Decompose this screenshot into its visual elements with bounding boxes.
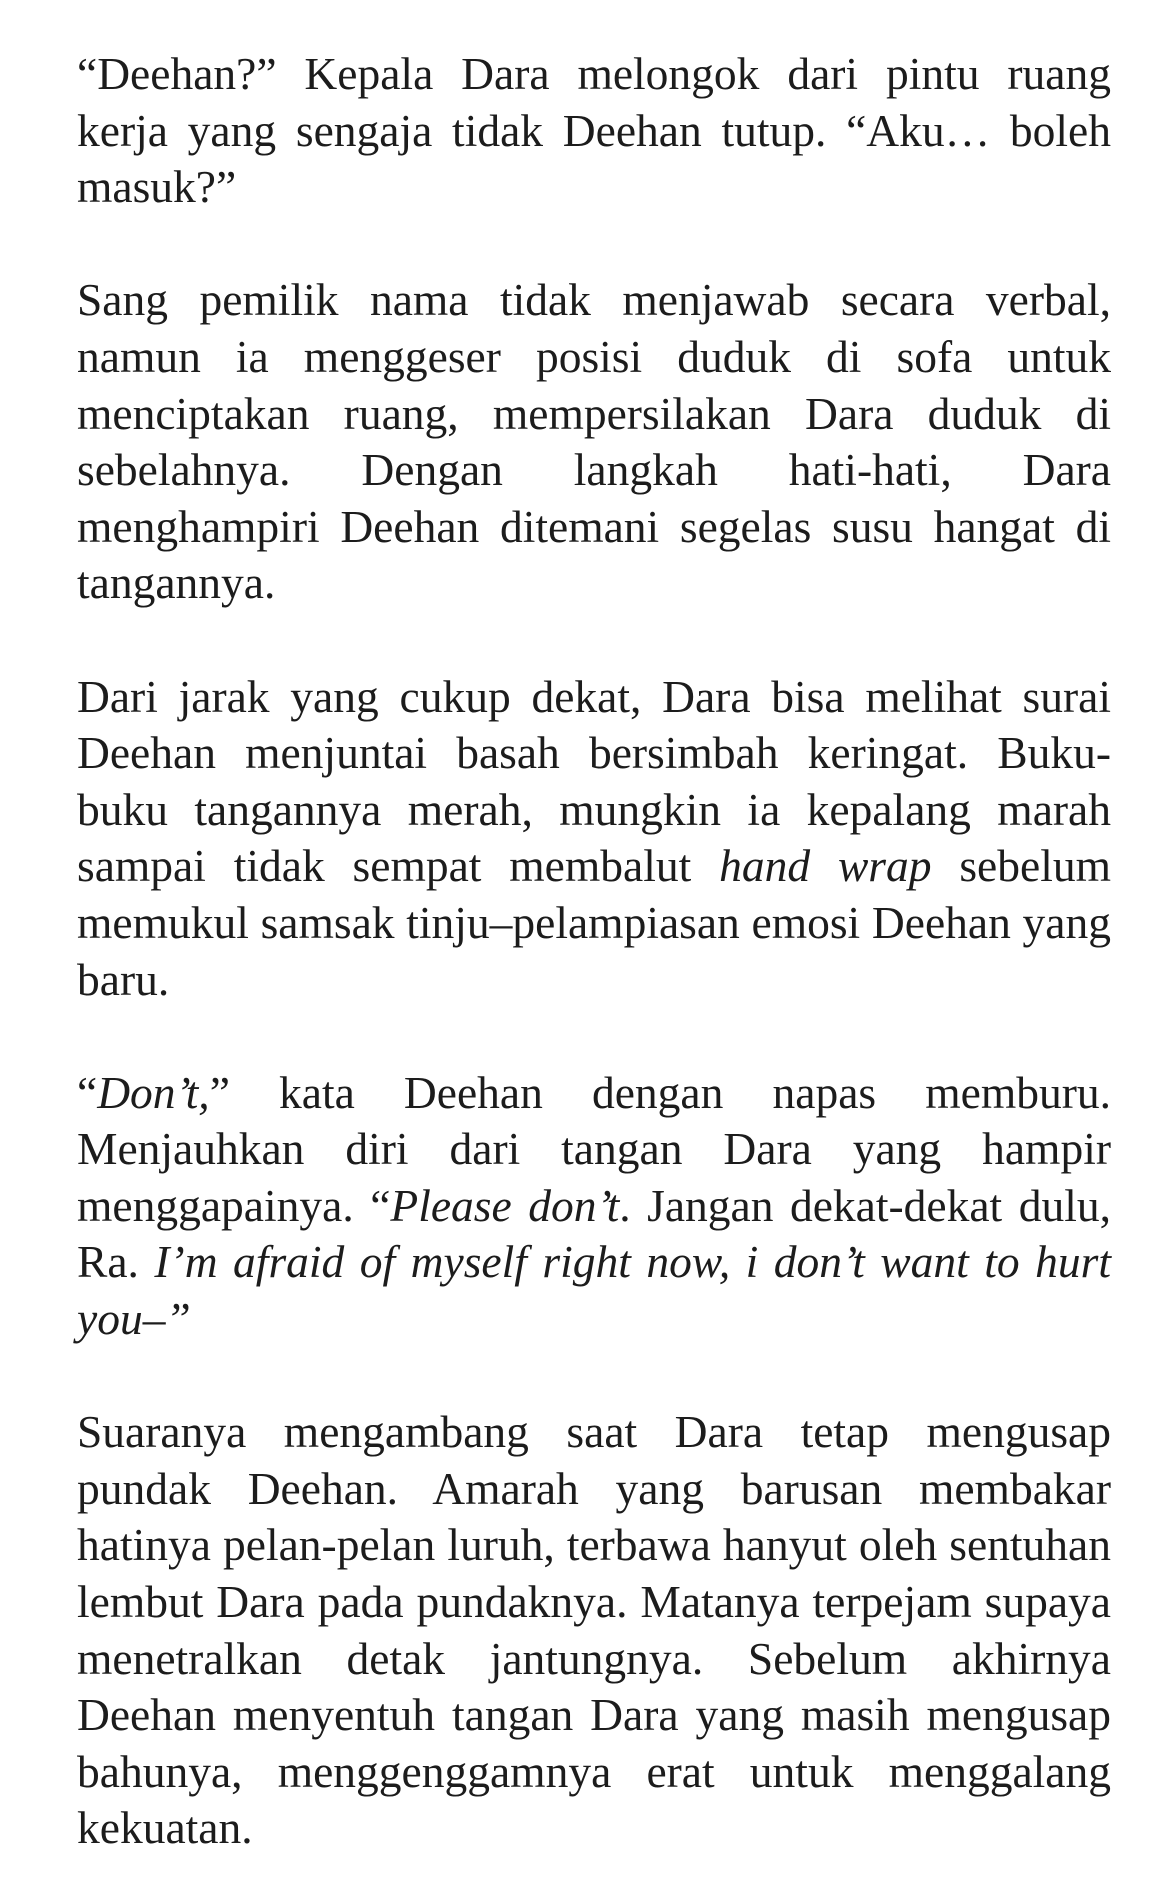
paragraph-4-italic-dont: Don’t, bbox=[97, 1066, 210, 1118]
paragraph-2 bbox=[77, 272, 1111, 612]
paragraph-3-text: Dari jarak yang cukup dekat, Dara bisa melihat surai Deehan menjuntai basah bersimbah keringat. Buku-buku tangannya merah, mungkin ia kepalang marah sampai tidak sempat membalut bbox=[77, 670, 1111, 892]
paragraph-4-text-mid: . Jangan dekat-dekat dulu, Ra. bbox=[77, 1179, 1111, 1288]
paragraph-5-text: Suaranya mengambang saat Dara tetap mengusap pundak Deehan. Amarah yang barusan membakar hatinya pelan-pelan luruh, terbawa hanyut oleh sentuhan lembut Dara pada pundaknya. Matanya terpejam supaya menetralkan detak jantungnya. Sebelum akhirnya Deehan menyentuh tangan Dara yang masih mengusap bahunya, menggenggamnya erat untuk menggalang kekuatan. bbox=[77, 1406, 1111, 1854]
paragraph-3 bbox=[77, 669, 1111, 1009]
paragraph-4-italic-afraid: I’m afraid of myself right now, i don’t want to hurt you–” bbox=[77, 1236, 1111, 1345]
paragraph-4-text: ” kata Deehan dengan napas memburu. Menjauhkan diri dari tangan Dara yang hampir menggapainya. “ bbox=[77, 1066, 1111, 1231]
paragraph-2-text: Sang pemilik nama tidak menjawab secara verbal, namun ia menggeser posisi duduk di sofa untuk menciptakan ruang, mempersilakan Dara duduk di sebelahnya. Dengan langkah hati-hati, Dara menghampiri Deehan ditemani segelas susu hangat di tangannya. bbox=[77, 274, 1111, 609]
paragraph-4-italic-please: Please don’t bbox=[390, 1179, 620, 1231]
paragraph-1 bbox=[77, 46, 1111, 216]
paragraph-4-open-quote: “ bbox=[77, 1066, 98, 1118]
paragraph-5 bbox=[77, 1404, 1111, 1857]
paragraph-3-italic-text: hand wrap bbox=[719, 840, 932, 892]
reader-text-body bbox=[77, 46, 1111, 1857]
paragraph-4 bbox=[77, 1065, 1111, 1348]
paragraph-1-text: “Deehan?” Kepala Dara melongok dari pintu ruang kerja yang sengaja tidak Deehan tutup. “Aku… boleh masuk?” bbox=[77, 48, 1111, 213]
paragraph-3-text-end: sebelum memukul samsak tinju–pelampiasan emosi Deehan yang baru. bbox=[77, 840, 1111, 1005]
